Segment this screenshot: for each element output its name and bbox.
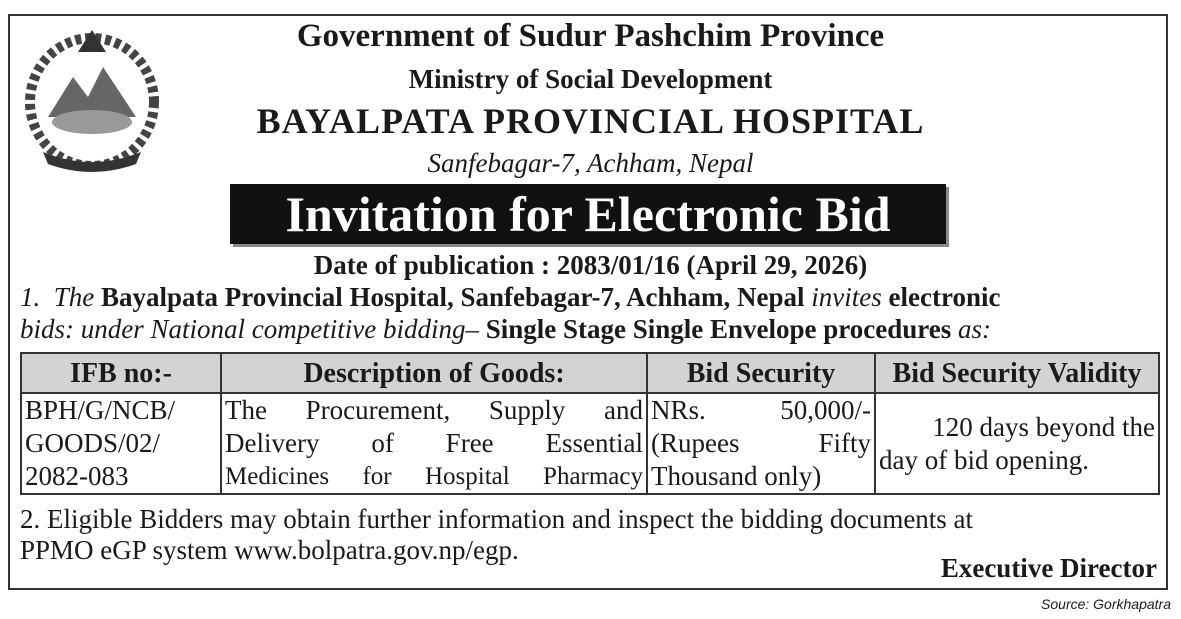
paragraph-2-line-2: PPMO eGP system www.bolpatra.gov.np/egp. bbox=[20, 535, 519, 565]
paragraph-1-line-2 bbox=[20, 314, 1160, 345]
security-cell bbox=[647, 393, 875, 494]
table-header-row bbox=[21, 353, 1159, 393]
cell-line: BPH/G/NCB/ bbox=[25, 395, 176, 425]
paragraph-1-line-1 bbox=[20, 282, 1160, 313]
para-text: The bbox=[53, 282, 95, 312]
table-row bbox=[21, 393, 1159, 494]
paragraph-2-line-1: 2. Eligible Bidders may obtain further information and inspect the bidding documents at bbox=[20, 504, 974, 534]
para-text: invites bbox=[811, 282, 882, 312]
col-ifb: IFB no:- bbox=[21, 353, 221, 393]
col-security: Bid Security bbox=[647, 353, 875, 393]
col-validity: Bid Security Validity bbox=[875, 353, 1159, 393]
government-title: Government of Sudur Pashchim Province bbox=[296, 18, 885, 54]
notice-banner: Invitation for Electronic Bid bbox=[230, 184, 946, 244]
publication-date: Date of publication : 2083/01/16 (April 29, 2026) bbox=[313, 250, 868, 280]
para-text: electronic bbox=[888, 282, 1001, 312]
signature: Executive Director bbox=[940, 553, 1157, 583]
bid-table bbox=[20, 352, 1160, 495]
para-text: bids: under National competitive bidding– bbox=[20, 314, 479, 344]
cell-line: Thousand only) bbox=[651, 461, 822, 491]
para-text: Bayalpata Provincial Hospital, Sanfebagar-7, Achham, Nepal bbox=[101, 282, 805, 312]
source-credit: Source: Gorkhapatra bbox=[1041, 596, 1171, 612]
cell-line: (Rupees Fifty bbox=[651, 428, 871, 458]
para-number: 1. bbox=[20, 282, 41, 312]
cell-line: Medicines for Hospital Pharmacy bbox=[225, 463, 643, 490]
validity-cell bbox=[875, 393, 1159, 494]
ministry-title: Ministry of Social Development bbox=[408, 64, 773, 94]
para-text: Single Stage Single Envelope procedures bbox=[485, 314, 952, 344]
cell-line: Delivery of Free Essential bbox=[225, 428, 643, 458]
cell-line: GOODS/02/ bbox=[25, 428, 161, 458]
description-cell bbox=[221, 393, 647, 494]
cell-line: NRs. 50,000/- bbox=[651, 395, 871, 425]
cell-line: 2082-083 bbox=[25, 461, 129, 491]
col-description: Description of Goods: bbox=[221, 353, 647, 393]
cell-line: 120 days beyond the bbox=[932, 411, 1155, 442]
ifb-cell bbox=[21, 393, 221, 494]
hospital-title: BAYALPATA PROVINCIAL HOSPITAL bbox=[256, 101, 925, 141]
para-text: as: bbox=[958, 314, 991, 344]
cell-line: day of bid opening. bbox=[879, 444, 1089, 475]
hospital-address: Sanfebagar-7, Achham, Nepal bbox=[427, 148, 754, 178]
cell-line: The Procurement, Supply and bbox=[225, 395, 643, 425]
